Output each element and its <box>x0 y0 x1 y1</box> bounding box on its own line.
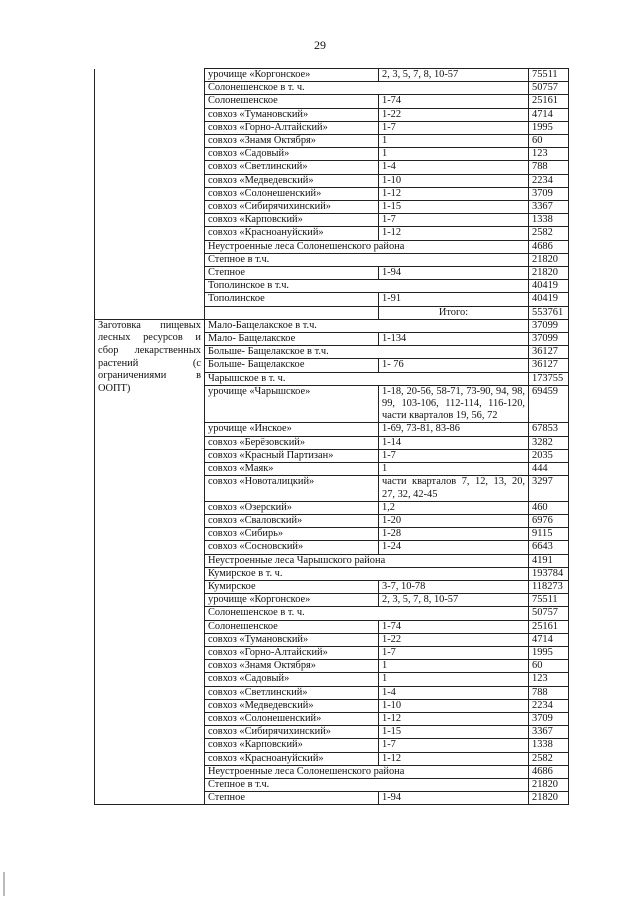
forest-name-cell: совхоз «Садовый» <box>205 673 379 686</box>
forest-name-cell: совхоз «Тумановский» <box>205 633 379 646</box>
area-cell: 6643 <box>529 541 569 554</box>
quarters-cell: 1-12 <box>379 752 529 765</box>
table-row <box>95 319 569 332</box>
area-cell: 3367 <box>529 726 569 739</box>
forest-name-cell: Степное <box>205 267 379 280</box>
scan-edge-mark <box>3 872 5 896</box>
forest-name-cell: Неустроенные леса Чарышского района <box>205 554 529 567</box>
forest-name-cell: Неустроенные леса Солонешенского района <box>205 240 529 253</box>
forest-name-cell: совхоз «Горно-Алтайский» <box>205 646 379 659</box>
quarters-cell: 1 <box>379 135 529 148</box>
forest-name-cell: совхоз «Тумановский» <box>205 108 379 121</box>
forest-name-cell: урочище «Коргонское» <box>205 69 379 82</box>
quarters-cell: 1- 76 <box>379 359 529 372</box>
area-cell: 3709 <box>529 712 569 725</box>
forest-name-cell: совхоз «Светлинский» <box>205 686 379 699</box>
area-cell: 2234 <box>529 174 569 187</box>
area-cell: 21820 <box>529 267 569 280</box>
forest-name-cell: Кумирское в т. ч. <box>205 567 529 580</box>
forest-name-cell: Солонешенское в т. ч. <box>205 82 529 95</box>
area-cell: 21820 <box>529 792 569 805</box>
quarters-cell: 1-134 <box>379 333 529 346</box>
purpose-cell: Заготовка пищевых лесных ресурсов и сбор лекарственных растений (с ограничениями в ООПТ) <box>95 319 205 805</box>
area-cell: 75511 <box>529 69 569 82</box>
total-empty-cell <box>205 306 379 319</box>
quarters-cell: 1-15 <box>379 726 529 739</box>
area-cell: 3282 <box>529 436 569 449</box>
area-cell: 118273 <box>529 580 569 593</box>
quarters-cell: 1-4 <box>379 686 529 699</box>
forest-name-cell: совхоз «Сваловский» <box>205 514 379 527</box>
quarters-cell: 1,2 <box>379 501 529 514</box>
quarters-cell: 3-7, 10-78 <box>379 580 529 593</box>
quarters-cell: 1-14 <box>379 436 529 449</box>
area-cell: 2035 <box>529 449 569 462</box>
area-cell: 3367 <box>529 201 569 214</box>
forest-name-cell: Тополинское <box>205 293 379 306</box>
forest-name-cell: Больше- Бащелакское <box>205 359 379 372</box>
quarters-cell: 1-10 <box>379 699 529 712</box>
area-cell: 36127 <box>529 346 569 359</box>
forest-allocation-table <box>94 68 569 805</box>
forest-name-cell: совхоз «Новоталицкий» <box>205 476 379 501</box>
area-cell: 4686 <box>529 240 569 253</box>
forest-name-cell: урочище «Чарышское» <box>205 385 379 423</box>
area-cell: 3297 <box>529 476 569 501</box>
area-cell: 60 <box>529 660 569 673</box>
forest-name-cell: совхоз «Красноануйский» <box>205 752 379 765</box>
area-cell: 21820 <box>529 778 569 791</box>
quarters-cell: 1-12 <box>379 227 529 240</box>
forest-name-cell: Степное <box>205 792 379 805</box>
area-cell: 21820 <box>529 253 569 266</box>
forest-name-cell: Кумирское <box>205 580 379 593</box>
forest-name-cell: совхоз «Знамя Октября» <box>205 660 379 673</box>
quarters-cell: 1 <box>379 463 529 476</box>
area-cell: 4686 <box>529 765 569 778</box>
quarters-cell: 1-15 <box>379 201 529 214</box>
forest-name-cell: совхоз «Маяк» <box>205 463 379 476</box>
quarters-cell: 1-22 <box>379 108 529 121</box>
area-cell: 444 <box>529 463 569 476</box>
forest-name-cell: Степное в т.ч. <box>205 778 529 791</box>
forest-name-cell: совхоз «Солонешенский» <box>205 712 379 725</box>
area-cell: 788 <box>529 686 569 699</box>
forest-name-cell: совхоз «Красный Партизан» <box>205 449 379 462</box>
forest-name-cell: совхоз «Озерский» <box>205 501 379 514</box>
forest-name-cell: совхоз «Сибирь» <box>205 528 379 541</box>
area-cell: 75511 <box>529 594 569 607</box>
area-cell: 60 <box>529 135 569 148</box>
quarters-cell: 2, 3, 5, 7, 8, 10-57 <box>379 594 529 607</box>
area-cell: 50757 <box>529 82 569 95</box>
forest-name-cell: совхоз «Карповский» <box>205 214 379 227</box>
area-cell: 25161 <box>529 95 569 108</box>
forest-name-cell: совхоз «Красноануйский» <box>205 227 379 240</box>
area-cell: 36127 <box>529 359 569 372</box>
forest-name-cell: совхоз «Берёзовский» <box>205 436 379 449</box>
forest-name-cell: Тополинское в т.ч. <box>205 280 529 293</box>
area-cell: 4714 <box>529 633 569 646</box>
area-cell: 67853 <box>529 423 569 436</box>
quarters-cell: 1-74 <box>379 620 529 633</box>
forest-name-cell: Мало-Бащелакское в т.ч. <box>205 319 529 332</box>
forest-name-cell: Солонешенское <box>205 95 379 108</box>
quarters-cell: части кварталов 7, 12, 13, 20, 27, 32, 42-45 <box>379 476 529 501</box>
forest-name-cell: Солонешенское в т. ч. <box>205 607 529 620</box>
quarters-cell: 1-22 <box>379 633 529 646</box>
forest-name-cell: совхоз «Медведевский» <box>205 174 379 187</box>
forest-name-cell: совхоз «Солонешенский» <box>205 187 379 200</box>
area-cell: 1338 <box>529 214 569 227</box>
area-cell: 2234 <box>529 699 569 712</box>
area-cell: 40419 <box>529 293 569 306</box>
quarters-cell: 1-4 <box>379 161 529 174</box>
area-cell: 9115 <box>529 528 569 541</box>
area-cell: 173755 <box>529 372 569 385</box>
area-cell: 460 <box>529 501 569 514</box>
forest-name-cell: Неустроенные леса Солонешенского района <box>205 765 529 778</box>
area-cell: 123 <box>529 673 569 686</box>
area-cell: 1338 <box>529 739 569 752</box>
quarters-cell: 1 <box>379 148 529 161</box>
table-row <box>95 69 569 82</box>
purpose-cell-empty <box>95 69 205 320</box>
quarters-cell: 1-74 <box>379 95 529 108</box>
area-cell: 193784 <box>529 567 569 580</box>
forest-name-cell: совхоз «Сибирячихинский» <box>205 201 379 214</box>
area-cell: 6976 <box>529 514 569 527</box>
quarters-cell: 1-7 <box>379 214 529 227</box>
forest-name-cell: совхоз «Светлинский» <box>205 161 379 174</box>
forest-name-cell: совхоз «Сосновский» <box>205 541 379 554</box>
forest-name-cell: урочище «Коргонское» <box>205 594 379 607</box>
area-cell: 4191 <box>529 554 569 567</box>
forest-name-cell: Чарышское в т. ч. <box>205 372 529 385</box>
total-label: Итого: <box>379 306 529 319</box>
area-cell: 123 <box>529 148 569 161</box>
area-cell: 25161 <box>529 620 569 633</box>
area-cell: 4714 <box>529 108 569 121</box>
quarters-cell: 1-10 <box>379 174 529 187</box>
quarters-cell: 1-7 <box>379 449 529 462</box>
quarters-cell: 1-7 <box>379 646 529 659</box>
quarters-cell: 1-24 <box>379 541 529 554</box>
area-cell: 37099 <box>529 319 569 332</box>
quarters-cell: 1-20 <box>379 514 529 527</box>
area-cell: 1995 <box>529 121 569 134</box>
area-cell: 50757 <box>529 607 569 620</box>
quarters-cell: 1 <box>379 673 529 686</box>
quarters-cell: 1-18, 20-56, 58-71, 73-90, 94, 98, 99, 103-106, 112-114, 116-120, части кварталов 19, 56, 72 <box>379 385 529 423</box>
forest-name-cell: совхоз «Карповский» <box>205 739 379 752</box>
forest-name-cell: совхоз «Медведевский» <box>205 699 379 712</box>
forest-name-cell: урочище «Инское» <box>205 423 379 436</box>
quarters-cell: 1-7 <box>379 121 529 134</box>
total-value: 553761 <box>529 306 569 319</box>
area-cell: 3709 <box>529 187 569 200</box>
forest-name-cell: Солонешенское <box>205 620 379 633</box>
area-cell: 788 <box>529 161 569 174</box>
forest-name-cell: Больше- Бащелакское в т.ч. <box>205 346 529 359</box>
quarters-cell: 1-91 <box>379 293 529 306</box>
area-cell: 37099 <box>529 333 569 346</box>
quarters-cell: 1-94 <box>379 267 529 280</box>
area-cell: 40419 <box>529 280 569 293</box>
page-number: 29 <box>314 38 326 52</box>
quarters-cell: 1-28 <box>379 528 529 541</box>
quarters-cell: 1-94 <box>379 792 529 805</box>
quarters-cell: 1 <box>379 660 529 673</box>
area-cell: 1995 <box>529 646 569 659</box>
quarters-cell: 1-12 <box>379 187 529 200</box>
area-cell: 69459 <box>529 385 569 423</box>
area-cell: 2582 <box>529 752 569 765</box>
forest-name-cell: совхоз «Знамя Октября» <box>205 135 379 148</box>
quarters-cell: 1-69, 73-81, 83-86 <box>379 423 529 436</box>
forest-name-cell: Мало- Бащелакское <box>205 333 379 346</box>
quarters-cell: 1-7 <box>379 739 529 752</box>
quarters-cell: 2, 3, 5, 7, 8, 10-57 <box>379 69 529 82</box>
forest-name-cell: совхоз «Сибирячихинский» <box>205 726 379 739</box>
forest-name-cell: совхоз «Садовый» <box>205 148 379 161</box>
quarters-cell: 1-12 <box>379 712 529 725</box>
forest-name-cell: Степное в т.ч. <box>205 253 529 266</box>
area-cell: 2582 <box>529 227 569 240</box>
forest-name-cell: совхоз «Горно-Алтайский» <box>205 121 379 134</box>
